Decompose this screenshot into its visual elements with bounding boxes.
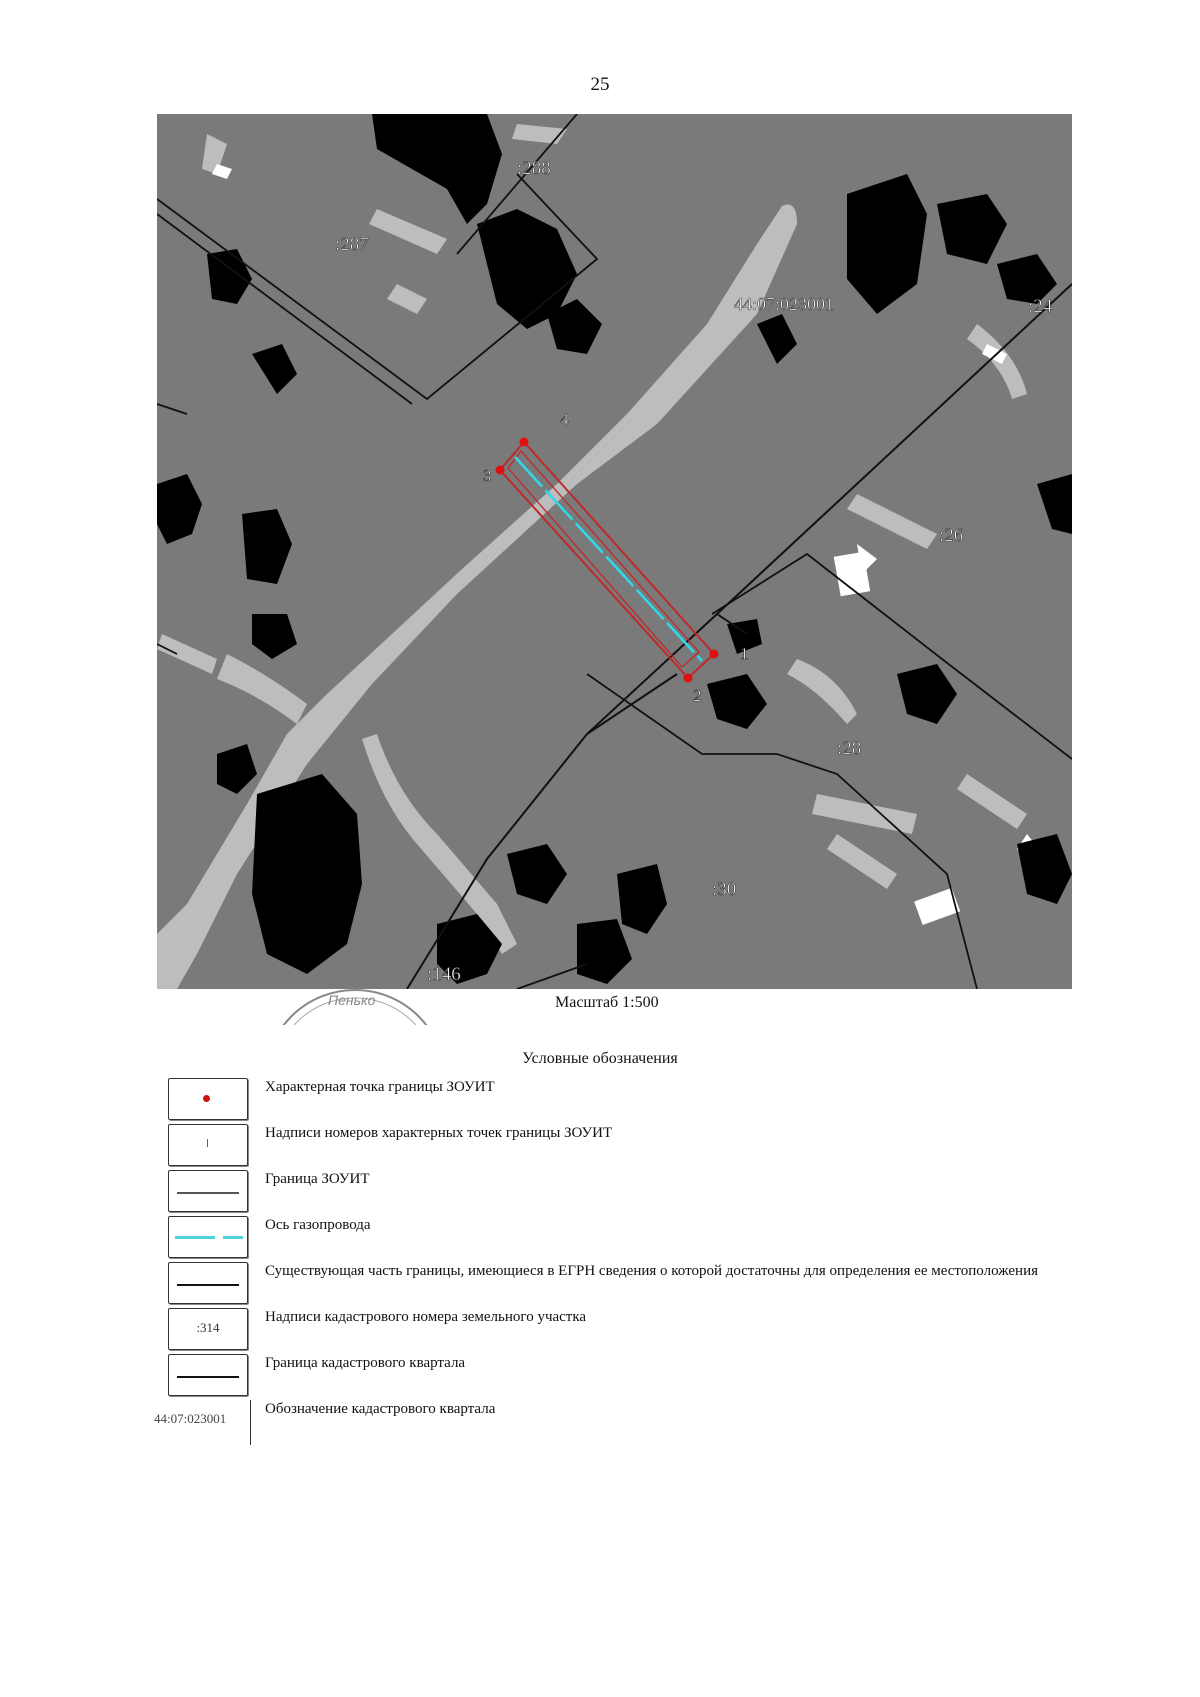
- zouit-point-2[interactable]: [684, 674, 693, 683]
- gas-axis-icon: [168, 1216, 248, 1258]
- cadastral-map[interactable]: [157, 114, 1072, 989]
- quarter-label-icon: 44:07:023001: [154, 1400, 251, 1445]
- map-scale-label: Масштаб 1:500: [555, 994, 659, 1011]
- red-dot-icon: [168, 1078, 248, 1120]
- parcel-label: :288: [517, 158, 551, 179]
- point-number-label: 2: [693, 686, 702, 705]
- legend-text: Граница ЗОУИТ: [265, 1171, 370, 1187]
- parcel-label: :287: [335, 234, 369, 255]
- legend-text: Граница кадастрового квартала: [265, 1355, 466, 1371]
- point-number-label: 3: [483, 466, 492, 485]
- quarter-boundary-icon: [168, 1354, 248, 1396]
- parcel-label: :146: [427, 964, 461, 985]
- legend-text: Характерная точка границы ЗОУИТ: [265, 1079, 495, 1095]
- legend-text: Надписи кадастрового номера земельного участка: [265, 1309, 587, 1325]
- zouit-point-1[interactable]: [710, 650, 719, 659]
- stamp-seal: [270, 985, 440, 1025]
- point-number-icon: [168, 1124, 248, 1166]
- page-number: 25: [590, 74, 610, 95]
- existing-boundary-icon: [168, 1262, 248, 1304]
- legend-text: Надписи номеров характерных точек границы ЗОУИТ: [265, 1125, 613, 1141]
- point-number-label: 1: [740, 644, 749, 663]
- svg-text:Пенько: Пенько: [328, 992, 376, 1008]
- parcel-label: :24: [1028, 296, 1053, 317]
- parcel-label: :26: [939, 525, 964, 546]
- legend-title: Условные обозначения: [522, 1050, 678, 1067]
- boundary-line-icon: [168, 1170, 248, 1212]
- zouit-point-4[interactable]: [520, 438, 529, 447]
- zouit-point-3[interactable]: [496, 466, 505, 475]
- point-number-label: 4: [560, 410, 569, 429]
- map-canvas: [157, 114, 1072, 989]
- parcel-label: :30: [712, 879, 737, 900]
- parcel-number-icon: :314: [168, 1308, 248, 1350]
- legend-text: Обозначение кадастрового квартала: [265, 1401, 496, 1417]
- legend-text: Существующая часть границы, имеющиеся в ЕГРН сведения о которой достаточны для определения ее местоположения: [265, 1263, 1038, 1279]
- legend-text: Ось газопровода: [265, 1217, 371, 1233]
- quarter-label: 44:07:023001: [734, 294, 835, 314]
- parcel-label: :28: [837, 738, 862, 759]
